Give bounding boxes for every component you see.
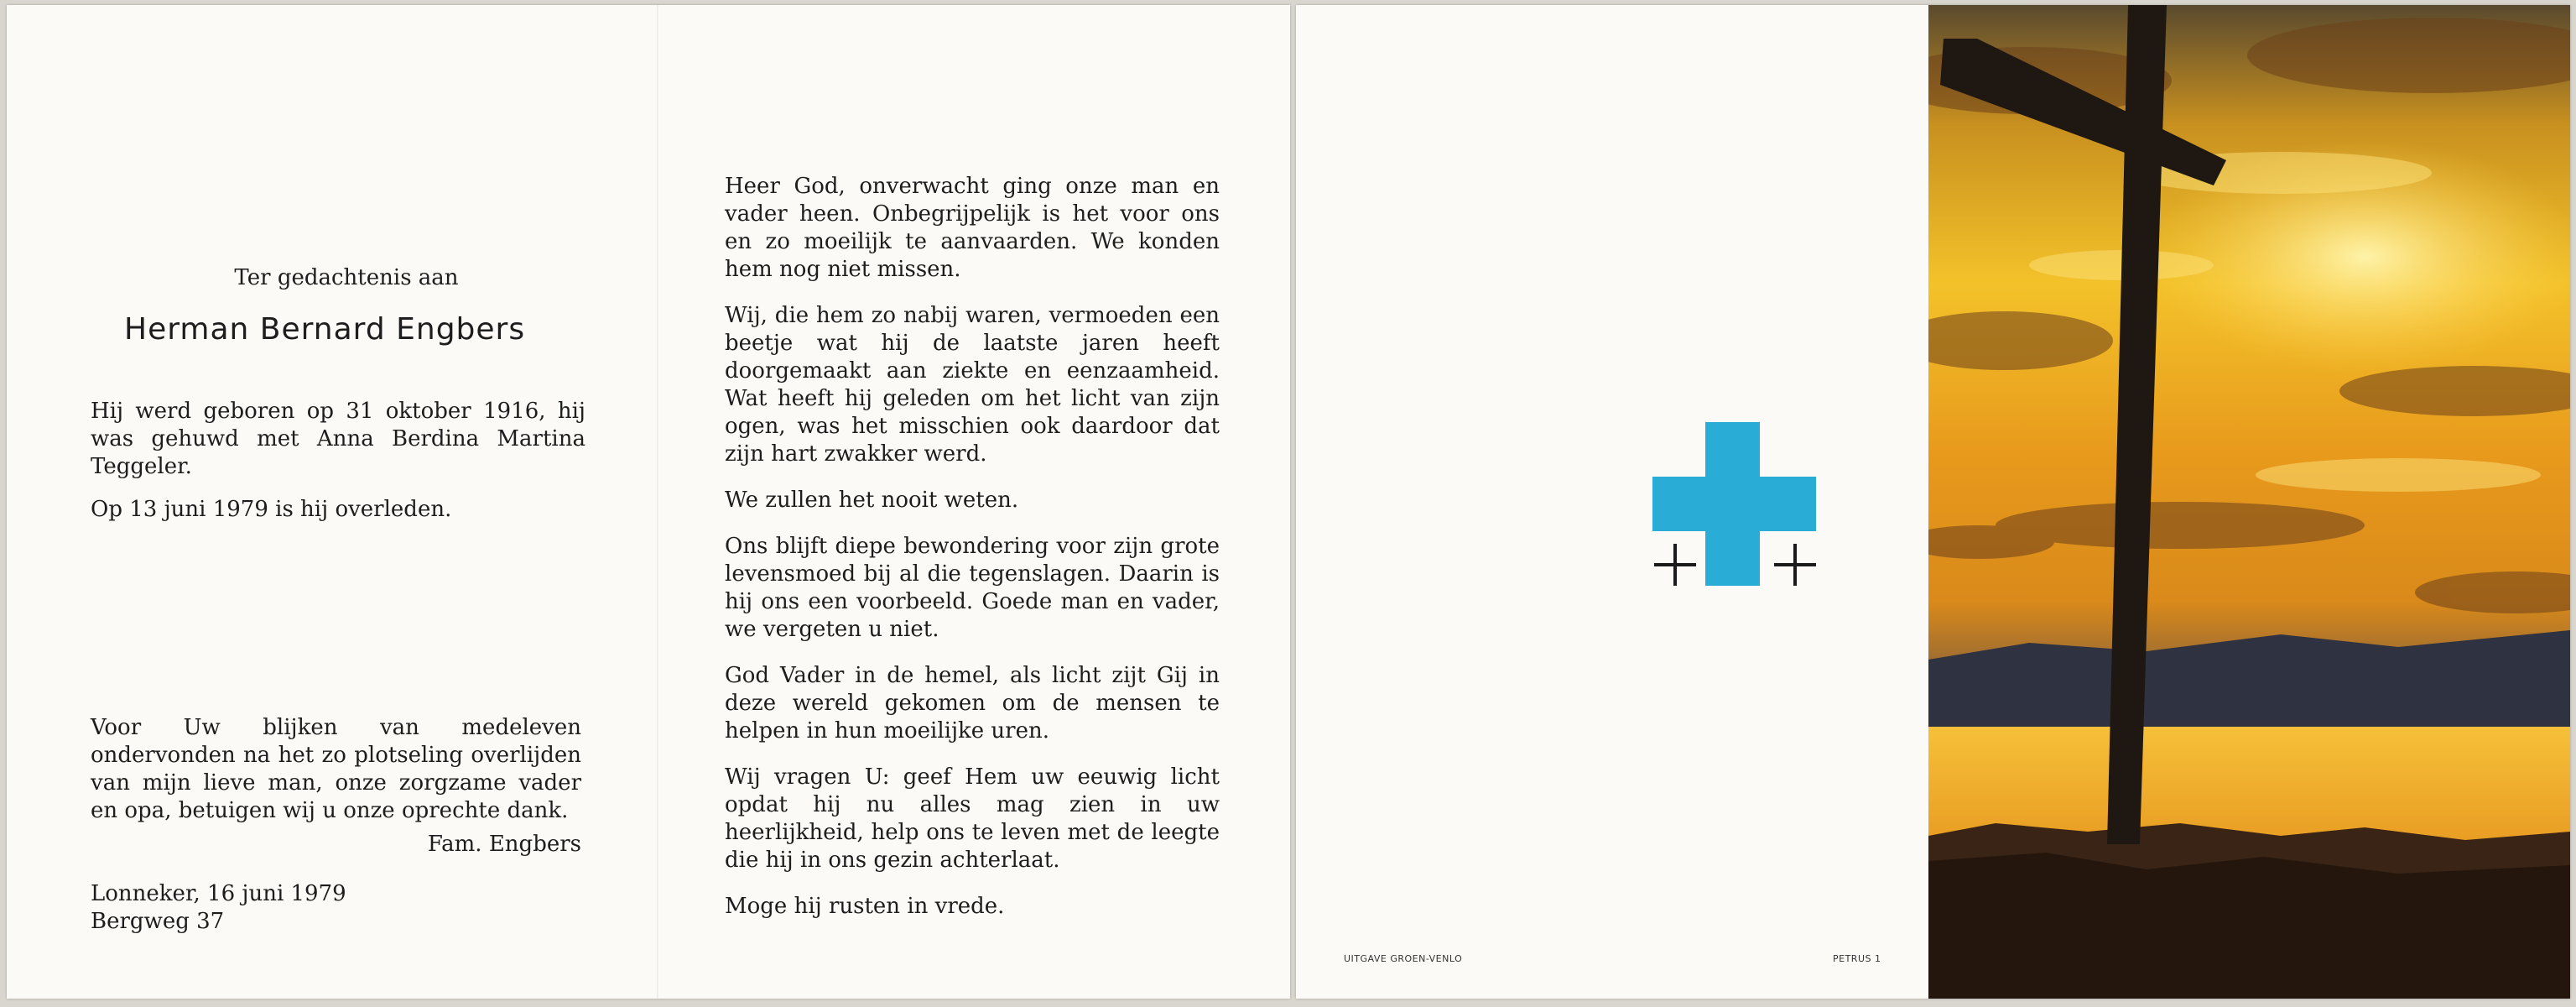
address: Bergweg 37	[91, 909, 225, 934]
thanks-text: Voor Uw blijken van medeleven ondervonden na het zo plotseling overlijden van mijn lieve man, onze zorgzame vader en opa, betuigen wij u onze oprechte dank.	[91, 715, 581, 823]
place-date: Lonneker, 16 juni 1979	[91, 881, 346, 906]
prayer-paragraph: We zullen het nooit weten.	[725, 488, 1019, 513]
publisher-imprint: UITGAVE GROEN-VENLO	[1344, 953, 1463, 964]
series-code: PETRUS 1	[1833, 953, 1881, 964]
cross-sunset-photo	[1928, 5, 2570, 999]
biography	[91, 398, 585, 524]
bio-birth-marriage: Hij werd geboren op 31 oktober 1916, hij was gehuwd met Anna Berdina Martina Teggeler.	[91, 399, 585, 479]
bio-death: Op 13 juni 1979 is hij overleden.	[91, 497, 452, 522]
place-date-address	[91, 880, 346, 936]
prayer-paragraph: Heer God, onverwacht ging onze man en vader heen. Onbegrijpelijk is het voor ons en zo moeilijk te aanvaarden. We konden hem nog niet missen.	[725, 174, 1220, 282]
deceased-name: Herman Bernard Engbers	[124, 312, 526, 347]
family-signature: Fam. Engbers	[427, 832, 581, 857]
prayer-paragraph: Moge hij rusten in vrede.	[725, 894, 1005, 919]
blue-cross-icon	[1652, 422, 1820, 590]
prayer-paragraph: God Vader in de hemel, als licht zijt Gij in deze wereld gekomen om de mensen te helpen in hun moeilijke uren.	[725, 663, 1220, 744]
prayer-text	[725, 173, 1220, 939]
memorial-card-cover	[1296, 5, 2570, 999]
small-cross-icon-left	[1654, 544, 1696, 586]
memorial-card-inside	[7, 5, 1290, 999]
prayer-paragraph: Wij vragen U: geef Hem uw eeuwig licht opdat hij nu alles mag zien in uw heerlijkheid, help ons te leven met de leegte die hij in ons gezin achterlaat.	[725, 764, 1220, 873]
in-memoriam-heading: Ter gedachtenis aan	[234, 265, 459, 290]
prayer-paragraph: Wij, die hem zo nabij waren, vermoeden een beetje wat hij de laatste jaren heeft doorgemaakt aan ziekte en eenzaamheid. Wat heeft hij geleden om het licht van zijn ogen, was het misschien ook daardoor dat zijn hart zwakker werd.	[725, 303, 1220, 467]
card-fold	[657, 5, 658, 999]
thanks-message	[91, 714, 581, 825]
small-cross-icon-right	[1774, 544, 1816, 586]
prayer-paragraph: Ons blijft diepe bewondering voor zijn grote levensmoed bij al die tegenslagen. Daarin is hij ons een voorbeeld. Goede man en vader, we vergeten u niet.	[725, 534, 1220, 642]
